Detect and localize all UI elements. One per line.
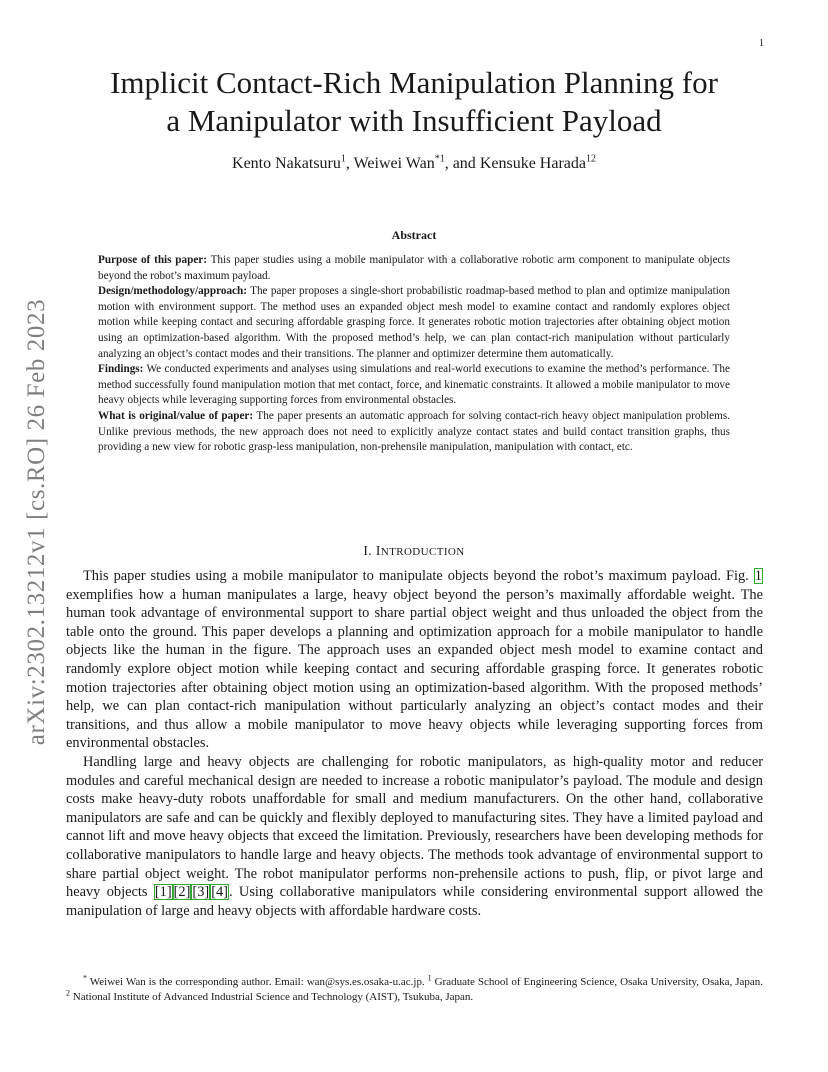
arxiv-stamp-text: arXiv:2302.13212v1 [cs.RO] 26 Feb 2023 xyxy=(23,298,50,746)
footnote-mark: 1 xyxy=(427,973,432,983)
author-separator: , xyxy=(345,155,354,172)
abstract xyxy=(98,228,730,456)
footnote-mark: 2 xyxy=(66,988,70,998)
footnote-text: National Institute of Advanced Industrial Science and Technology (AIST), Tsukuba, Japan. xyxy=(70,991,474,1003)
abstract-text: The paper proposes a single-short probabilistic roadmap-based method to plan and optimize manipulation motion with environment support. The method uses an expanded object mesh model to examine contact and randomly explores object motion while keeping contact and securing affordable grasping force. It generates robotic motion trajectories after obtaining object motion using an optimization-based algorithm. With the proposed method’s help, we can plan contact-rich manipulation without particularly analyzing an object’s contact modes and their transitions. The planner and optimizer determine them automatically. xyxy=(98,285,730,360)
citation-link[interactable]: [3] xyxy=(192,884,210,901)
paragraph-text: exemplifies how a human manipulates a large, heavy object beyond the person’s maximally affordable weight. The human took advantage of environmental support to share partial object weight and thus unloaded the object from the table onto the ground. This paper develops a planning and optimization approach for a mobile manipulator to handle objects like the human in the figure. The approach uses an expanded object mesh model to examine contact and randomly explore object motion while keeping contact and securing affordable grasping force. It generates robotic motion trajectories after obtaining object motion using an optimization-based algorithm. With the proposed methods’ help, we can plan contact-rich manipulation without particularly analyzing an object’s contact modes and their transitions, and thus allow a mobile manipulator to move heavy objects while leveraging supporting forces from environmental obstacles. xyxy=(66,586,763,752)
abstract-design xyxy=(98,284,730,362)
author-affiliation: 12 xyxy=(585,153,596,165)
author-name: Kensuke Harada xyxy=(479,155,586,172)
abstract-label: Design/methodology/approach: xyxy=(98,285,247,298)
abstract-text: The paper presents an automatic approach for solving contact-rich heavy object manipulation problems. Unlike previous methods, the new approach does not need to explicitly analyze contact states and build contact transition graphs, thus providing a new view for robotic grasp-less manipulation, non-prehensile manipulation, manipulation with contact, etc. xyxy=(98,409,730,454)
paragraph-text: . Using collaborative manipulators while considering environmental support allowed the manipulation of large and heavy objects with affordable hardware costs. xyxy=(66,884,763,919)
body-text xyxy=(66,567,763,920)
footnote xyxy=(66,975,763,1005)
author-list xyxy=(66,153,762,175)
abstract-label: Purpose of this paper: xyxy=(98,254,207,266)
abstract-label: Findings: xyxy=(98,363,144,376)
citation-link[interactable]: [1] xyxy=(154,884,172,901)
abstract-purpose xyxy=(98,253,730,284)
abstract-heading: Abstract xyxy=(391,228,437,242)
paragraph xyxy=(66,753,763,920)
title-line-2: a Manipulator with Insufficient Payload xyxy=(166,103,662,138)
citation-link[interactable]: [2] xyxy=(173,884,191,901)
author-separator: , and xyxy=(444,155,480,172)
title-line-1: Implicit Contact-Rich Manipulation Planning for xyxy=(110,65,718,100)
author-affiliation: *1 xyxy=(434,153,445,165)
section-initial: I xyxy=(375,543,381,558)
footnote-text: Weiwei Wan is the corresponding author. Email: wan@sys.es.osaka-u.ac.jp. xyxy=(87,976,428,988)
figure-reference-link[interactable]: 1 xyxy=(754,568,762,584)
paragraph-text: This paper studies using a mobile manipulator to manipulate objects beyond the robot’s maximum payload. Fig. xyxy=(83,568,754,584)
paragraph xyxy=(66,567,763,753)
section-numeral: I. xyxy=(363,543,376,558)
paper-title xyxy=(66,64,762,140)
author-name: Kento Nakatsuru xyxy=(232,155,341,172)
author-name: Weiwei Wan xyxy=(353,155,435,172)
author-affiliation: 1 xyxy=(340,153,346,165)
footnote-mark: * xyxy=(83,973,87,983)
abstract-label: What is original/value of paper: xyxy=(98,409,254,422)
page-number: 1 xyxy=(759,38,764,49)
abstract-originality xyxy=(98,409,730,456)
footnote-text: Graduate School of Engineering Science, Osaka University, Osaka, Japan. xyxy=(431,976,763,988)
abstract-text: We conducted experiments and analyses using simulations and real-world executions to examine the method’s performance. The method successfully found manipulation motion that met contact, force, and kinematic constraints. It allowed a mobile manipulator to move heavy objects while leveraging supporting forces from environmental obstacles. xyxy=(98,363,730,407)
section-heading-introduction xyxy=(66,543,762,559)
arxiv-identifier-stamp[interactable] xyxy=(20,288,54,756)
citation-link[interactable]: [4] xyxy=(211,884,228,901)
abstract-text: This paper studies using a mobile manipulator with a collaborative robotic arm component to manipulate objects beyond the robot’s maximum payload. xyxy=(98,254,730,282)
section-title-smallcaps: NTRODUCTION xyxy=(380,546,465,558)
abstract-findings xyxy=(98,362,730,409)
paragraph-text: Handling large and heavy objects are challenging for robotic manipulators, as high-quality motor and reducer modules and careful mechanical design are needed to increase a robotic manipulator’s payload. The module and design costs make heavy-duty robots unaffordable for small and medium manufacturers. On the other hand, collaborative manipulators are safe and can be quickly and flexibly deployed to manufacturing sites. They have a limited payload and cannot lift and move heavy objects that exceed the limitation. Previously, researchers have been developing methods for collaborative manipulators to handle large and heavy objects. The methods took advantage of environmental support to share partial object weight. The robot manipulator performs non-prehensile actions to push, flip, or pivot large and heavy objects xyxy=(66,753,763,901)
